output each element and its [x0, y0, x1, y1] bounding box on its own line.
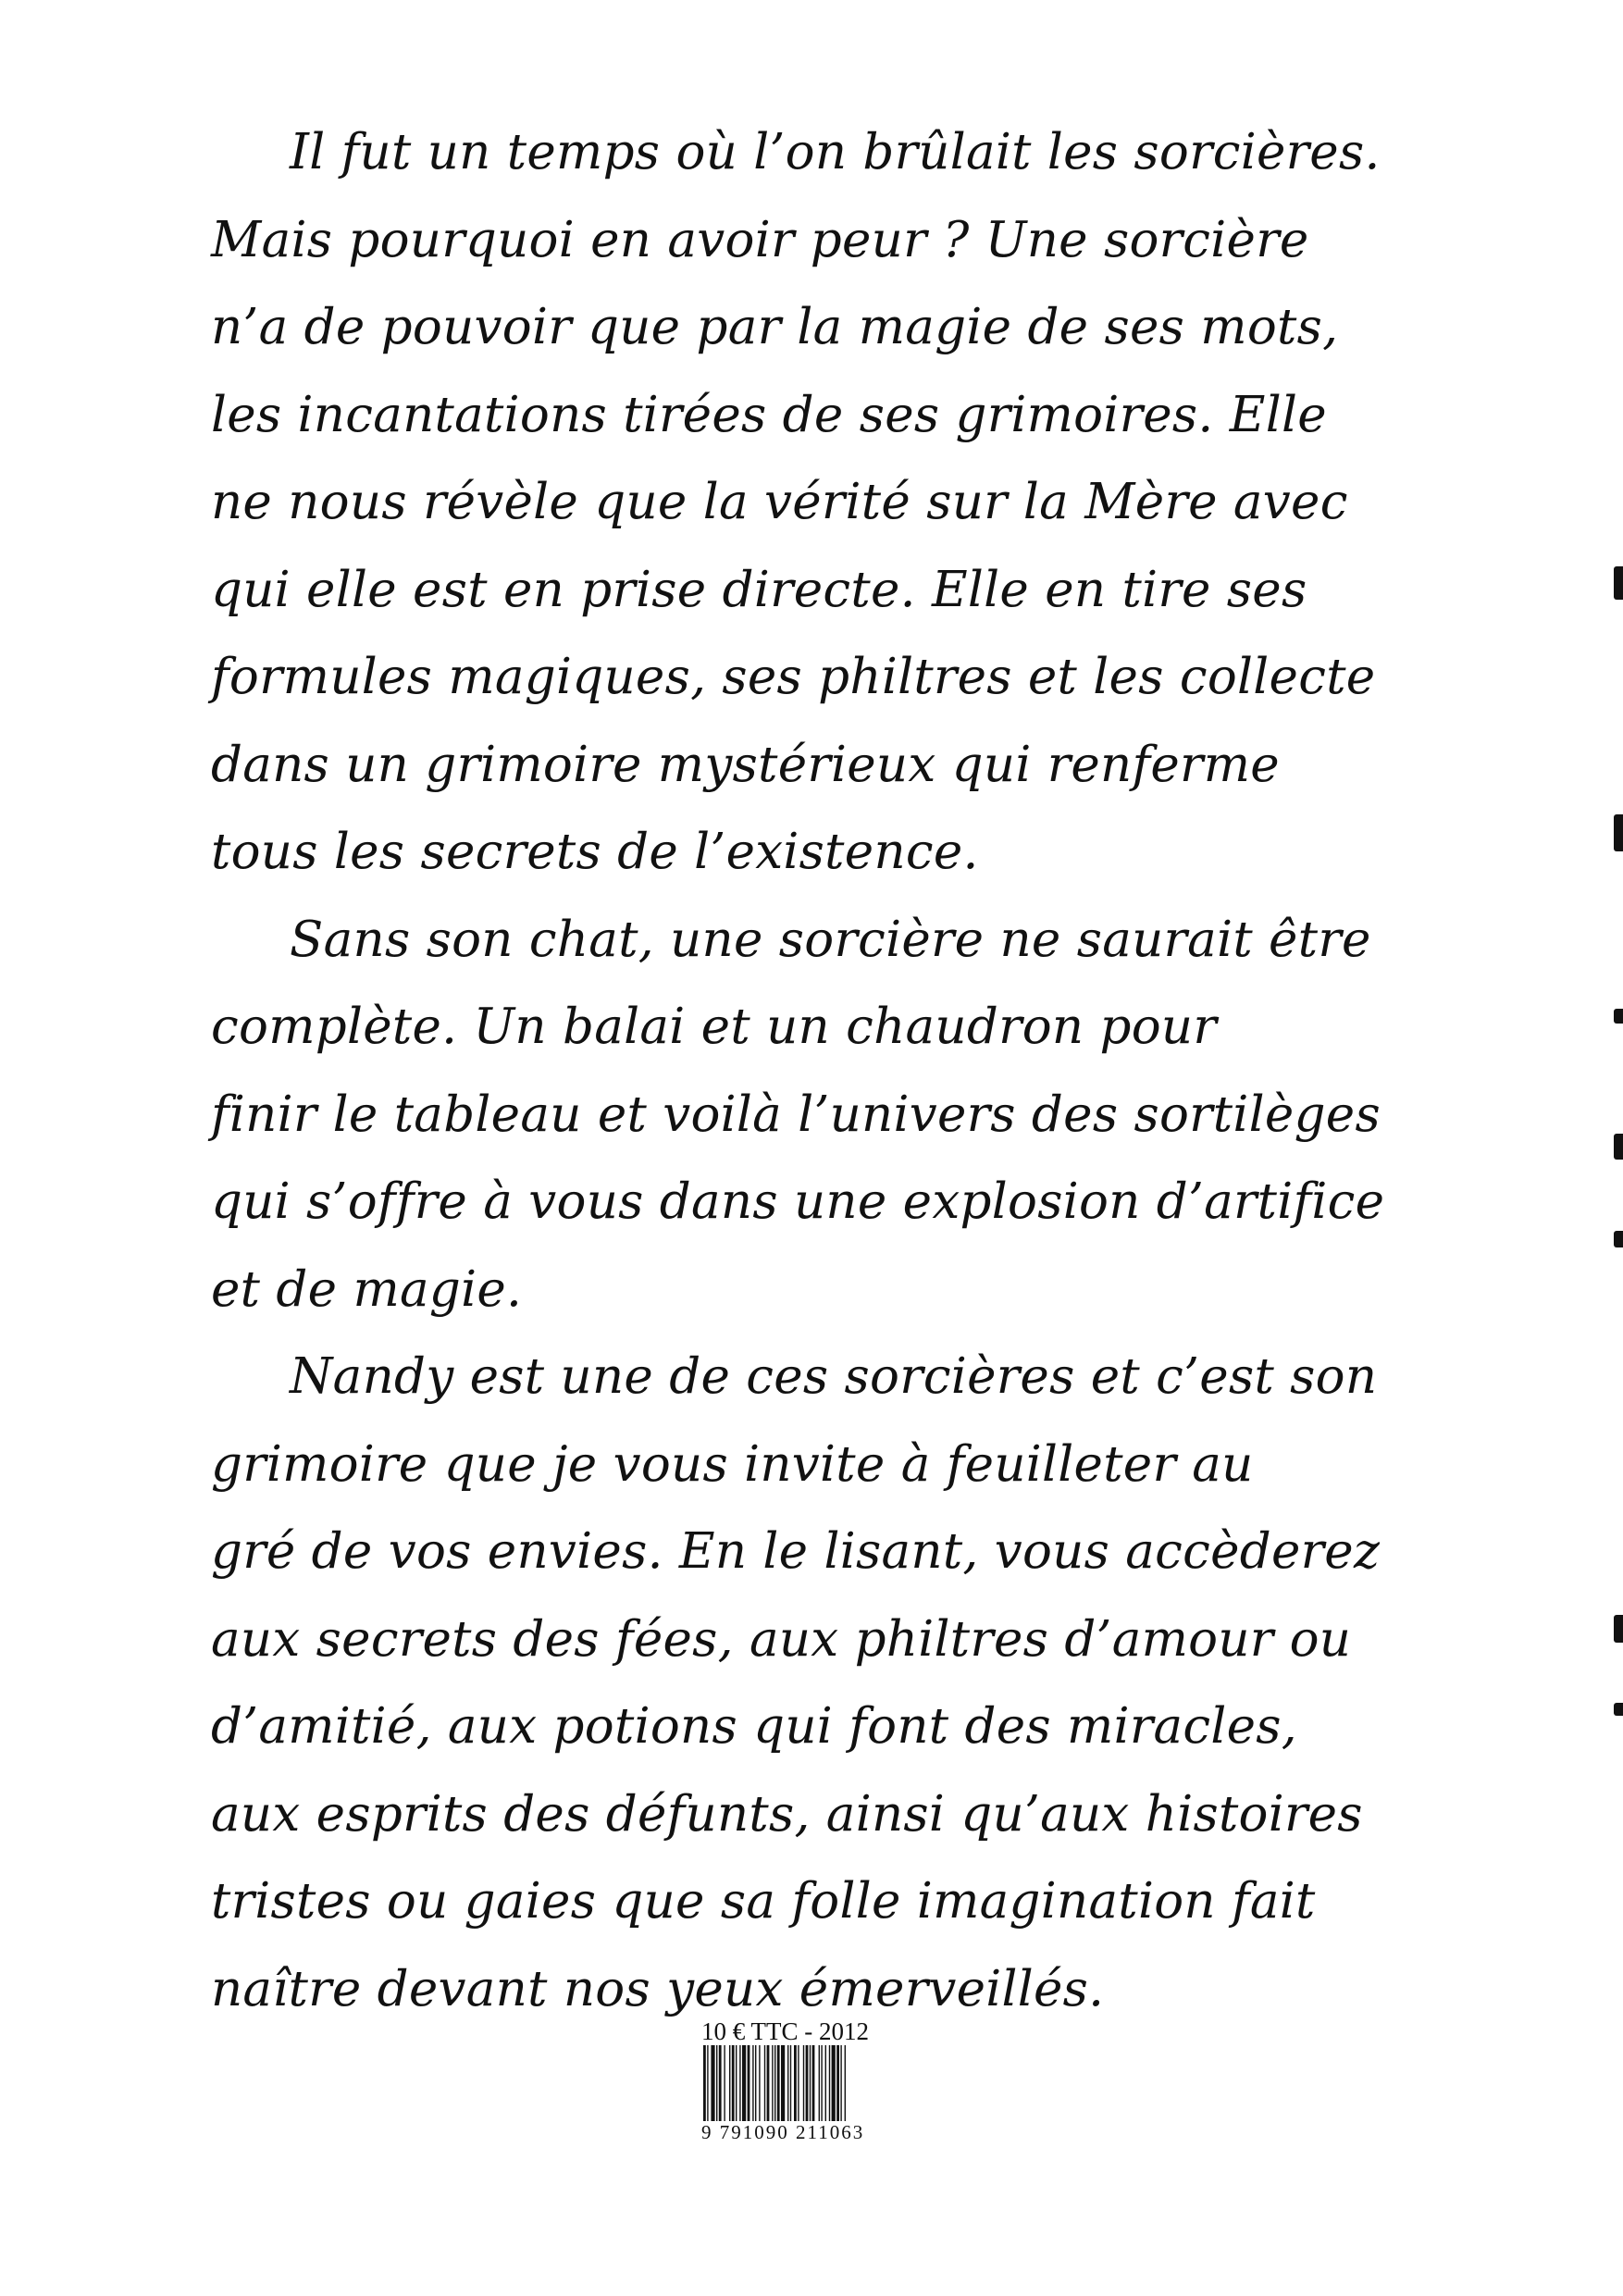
blurb-line: et de magie. [211, 1260, 523, 1318]
edge-mark [1614, 1703, 1623, 1716]
blurb-line: tristes ou gaies que sa folle imagination fait [211, 1873, 1316, 1930]
blurb-line: finir le tableau et voilà l’univers des sortilèges [211, 1086, 1381, 1143]
blurb-line: qui s’offre à vous dans une explosion d’artifice [211, 1173, 1385, 1230]
blurb-line: Il fut un temps où l’on brûlait les sorcières. [290, 124, 1381, 180]
edge-mark [1614, 1134, 1623, 1160]
blurb-line: grimoire que je vous invite à feuilleter au [211, 1435, 1254, 1493]
blurb-line: ne nous révèle que la vérité sur la Mère avec [211, 474, 1348, 530]
blurb-line: qui elle est en prise directe. Elle en tire ses [211, 561, 1307, 618]
blurb-line: gré de vos envies. En le lisant, vous accèderez [211, 1523, 1381, 1580]
blurb-line: Nandy est une de ces sorcières et c’est son [290, 1348, 1378, 1405]
price-label: 10 € TTC - 2012 [701, 2017, 869, 2045]
blurb-line: formules magiques, ses philtres et les collecte [211, 649, 1376, 705]
back-cover-blurb [211, 109, 1451, 2033]
paragraph-1 [211, 109, 1451, 897]
blurb-line: les incantations tirées de ses grimoires. Elle [211, 386, 1327, 443]
paragraph-3 [211, 1334, 1451, 2033]
barcode-block [700, 2017, 903, 2143]
paragraph-2 [211, 897, 1451, 1334]
page-edge-marks [1612, 0, 1623, 2296]
blurb-line: naître devant nos yeux émerveillés. [211, 1960, 1105, 2017]
edge-mark [1614, 1615, 1623, 1643]
blurb-line: d’amitié, aux potions qui font des miracles, [211, 1698, 1297, 1755]
blurb-line: aux secrets des fées, aux philtres d’amour ou [211, 1610, 1352, 1668]
blurb-line: Sans son chat, une sorcière ne saurait être [290, 911, 1371, 968]
edge-mark [1614, 1009, 1623, 1024]
blurb-line: dans un grimoire mystérieux qui renferme [211, 736, 1280, 793]
blurb-line: aux esprits des défunts, ainsi qu’aux histoires [211, 1785, 1363, 1843]
edge-mark [1614, 566, 1623, 600]
edge-mark [1614, 814, 1623, 851]
blurb-line: Mais pourquoi en avoir peur ? Une sorcière [211, 211, 1309, 268]
isbn-number: 9 791090 211063 [701, 2121, 865, 2143]
barcode-icon [700, 2045, 903, 2121]
blurb-line: tous les secrets de l’existence. [211, 824, 979, 880]
blurb-line: n’a de pouvoir que par la magie de ses mots, [211, 299, 1339, 355]
blurb-line: complète. Un balai et un chaudron pour [211, 999, 1218, 1055]
edge-mark [1614, 1231, 1623, 1247]
